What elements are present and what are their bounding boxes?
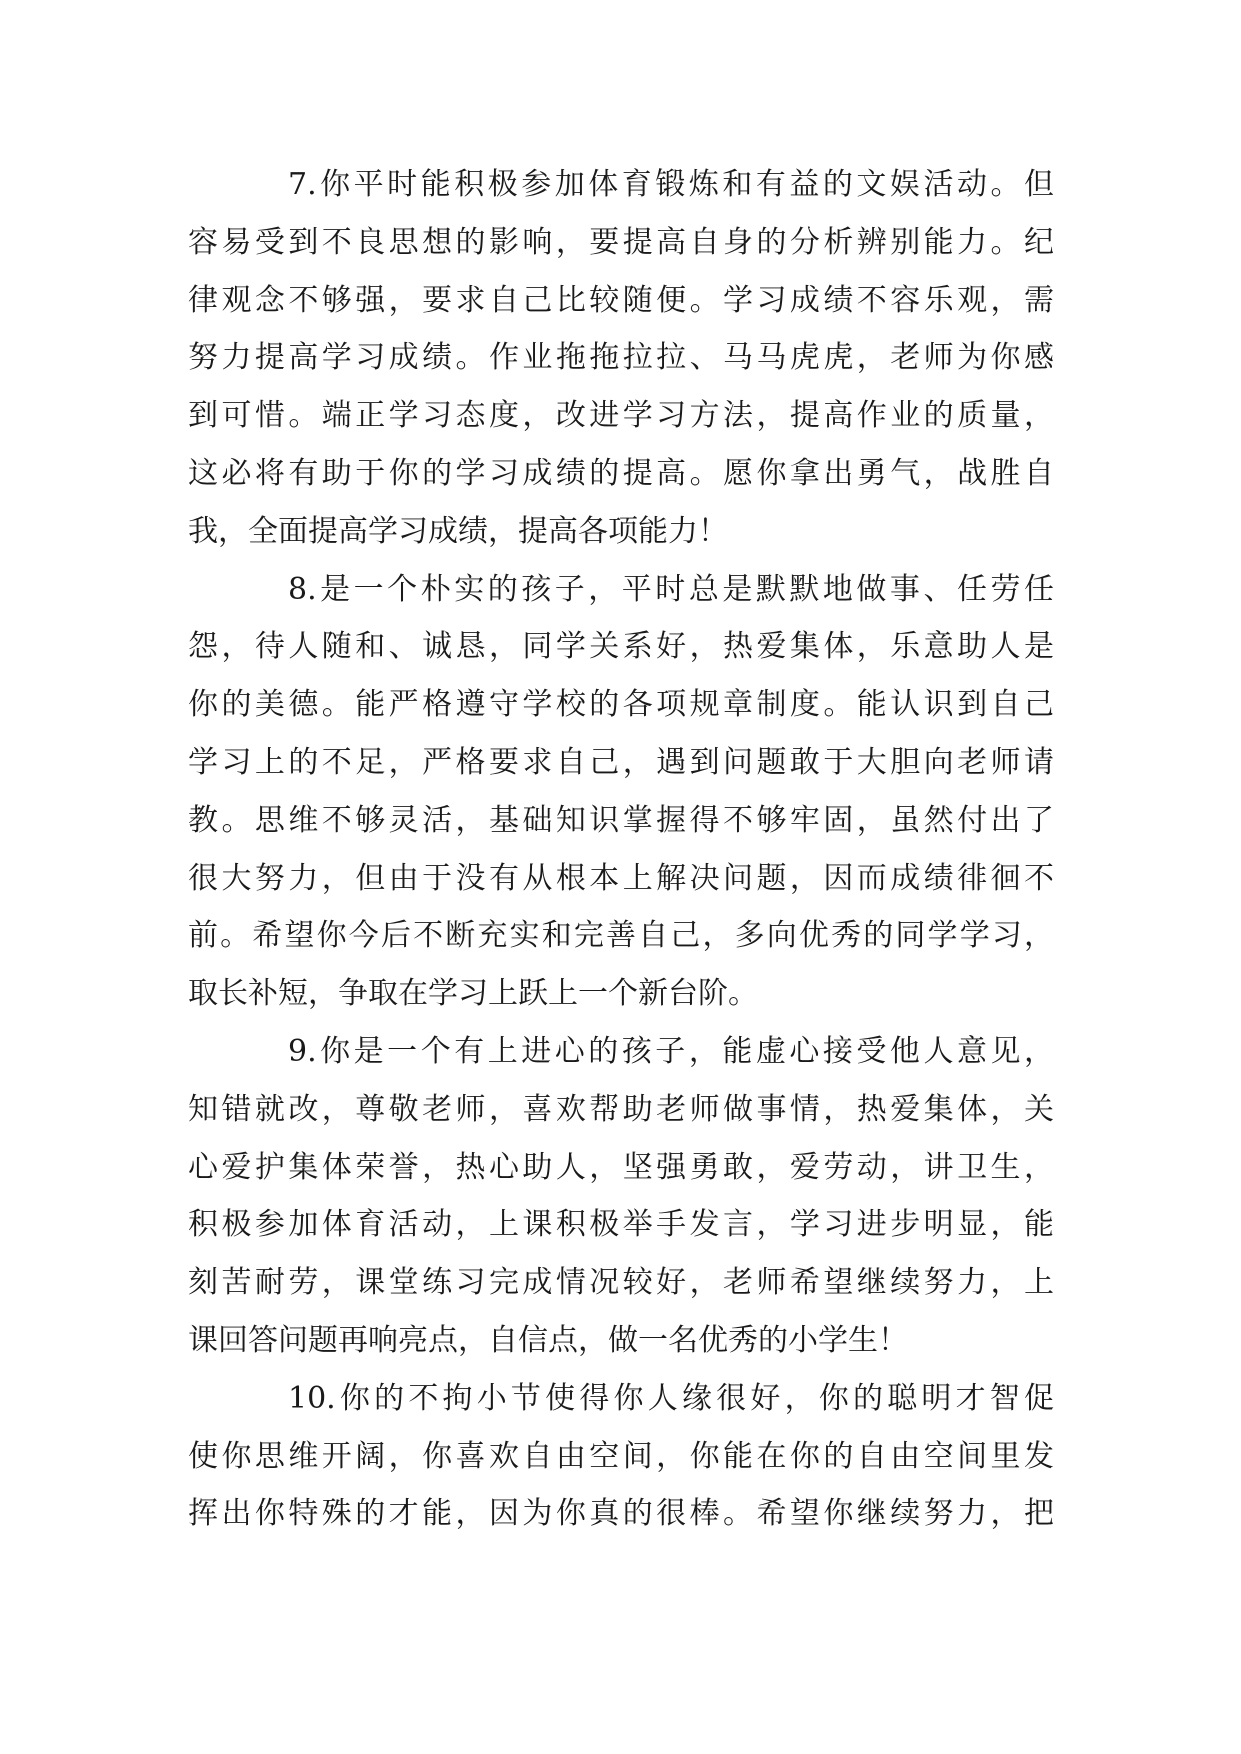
text-line: 你的美德。能严格遵守学校的各项规章制度。能认识到自己 xyxy=(188,687,1054,723)
text-line: 知错就改，尊敬老师，喜欢帮助老师做事情，热爱集体，关 xyxy=(188,1091,1054,1127)
text-line: 9.你是一个有上进心的孩子，能虚心接受他人意见， xyxy=(288,1033,1054,1069)
text-line: 心爱护集体荣誉，热心助人，坚强勇敢，爱劳动，讲卫生， xyxy=(188,1149,1054,1185)
text-line: 怨，待人随和、诚恳，同学关系好，热爱集体，乐意助人是 xyxy=(188,629,1054,665)
text-line: 取长补短，争取在学习上跃上一个新台阶。 xyxy=(188,976,758,1012)
text-line: 很大努力，但由于没有从根本上解决问题，因而成绩徘徊不 xyxy=(188,860,1054,896)
text-line: 前。希望你今后不断充实和完善自己，多向优秀的同学学习， xyxy=(188,918,1054,954)
text-line: 刻苦耐劳，课堂练习完成情况较好，老师希望继续努力，上 xyxy=(188,1265,1054,1301)
paragraph-7 xyxy=(188,156,1054,561)
text-line: 律观念不够强，要求自己比较随便。学习成绩不容乐观，需 xyxy=(188,282,1054,318)
text-line: 10.你的不拘小节使得你人缘很好，你的聪明才智促 xyxy=(288,1380,1054,1416)
text-line: 使你思维开阔，你喜欢自由空间，你能在你的自由空间里发 xyxy=(188,1438,1054,1474)
text-line: 这必将有助于你的学习成绩的提高。愿你拿出勇气，战胜自 xyxy=(188,455,1054,491)
text-line: 积极参加体育活动，上课积极举手发言，学习进步明显，能 xyxy=(188,1207,1054,1243)
paragraph-9 xyxy=(188,1023,1054,1370)
text-line: 挥出你特殊的才能，因为你真的很棒。希望你继续努力，把 xyxy=(188,1496,1054,1532)
text-line: 课回答问题再响亮点，自信点，做一名优秀的小学生！ xyxy=(188,1322,908,1358)
text-line: 容易受到不良思想的影响，要提高自身的分析辨别能力。纪 xyxy=(188,224,1054,260)
text-line: 8.是一个朴实的孩子，平时总是默默地做事、任劳任 xyxy=(288,571,1054,607)
document-body xyxy=(188,156,1054,1543)
text-line: 教。思维不够灵活，基础知识掌握得不够牢固，虽然付出了 xyxy=(188,802,1054,838)
paragraph-8 xyxy=(188,561,1054,1023)
paragraph-10 xyxy=(188,1370,1054,1543)
text-line: 努力提高学习成绩。作业拖拖拉拉、马马虎虎，老师为你感 xyxy=(188,340,1054,376)
text-line: 7.你平时能积极参加体育锻炼和有益的文娱活动。但 xyxy=(288,167,1054,202)
text-line: 学习上的不足，严格要求自己，遇到问题敢于大胆向老师请 xyxy=(188,744,1054,780)
text-line: 我，全面提高学习成绩，提高各项能力！ xyxy=(188,513,728,549)
text-line: 到可惜。端正学习态度，改进学习方法，提高作业的质量， xyxy=(188,398,1054,434)
